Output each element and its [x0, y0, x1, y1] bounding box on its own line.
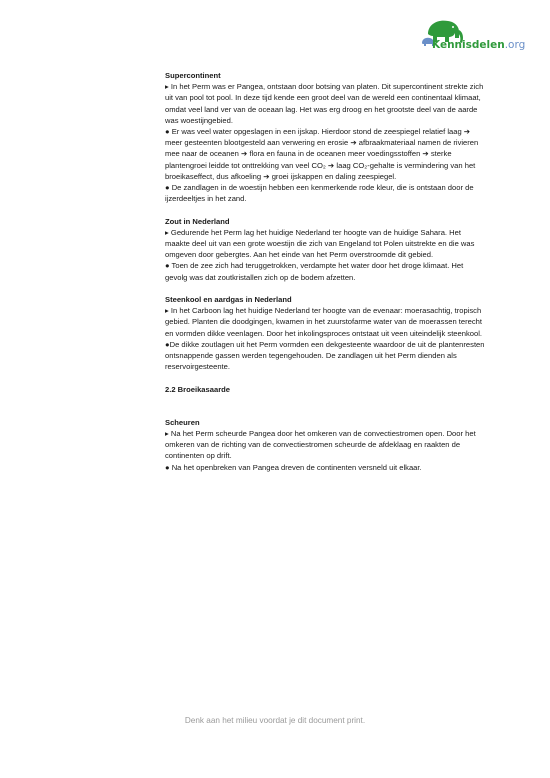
- paragraph: ▸ In het Carboon lag het huidige Nederland ter hoogte van de evenaar: moerasachtig, tropisch gebied. Planten die doodgingen, kwamen in het zuurstofarme water van de moerassen terecht en vormden dikke veenlagen. Door het inkolingsproces ontstaat uit veen uiteindelijk steenkool.: [165, 306, 483, 338]
- paragraph: ● Toen de zee zich had teruggetrokken, verdampte het water door het droge klimaat. Het gevolg was dat zoutkristallen zich op de bodem afzetten.: [165, 261, 464, 282]
- logo-brand-tld: .org: [504, 39, 526, 51]
- section-heading: Zout in Nederland: [165, 216, 230, 226]
- page-footer: Denk aan het milieu voordat je dit document print.: [184, 716, 366, 725]
- paragraph: ● Na het openbreken van Pangea dreven de continenten versneld uit elkaar.: [165, 462, 422, 472]
- paragraph: ▸ In het Perm was er Pangea, ontstaan door botsing van platen. Dit supercontinent strekte zich uit van pool tot pool. In deze tijd kende een groot deel van de wereld een continentaal klimaat, omdat veel land ver van de oceaan lag. Het was erg droog en het grootste deel van de aarde was woestijngebied.: [165, 82, 484, 125]
- section-heading: Steenkool en aardgas in Nederland: [165, 295, 292, 305]
- paragraph: ●De dikke zoutlagen uit het Perm vormden een dekgesteente waardoor de uit de plantenresten ontsnappende gassen werden tegengehouden. De zandlagen uit het Perm dienden als reservoirgesteente.: [165, 339, 485, 372]
- document-body: [165, 70, 487, 473]
- section-heading: Supercontinent: [165, 71, 221, 80]
- paragraph: ▸ Gedurende het Perm lag het huidige Nederland ter hoogte van de huidige Sahara. Het maakte deel uit van een grote woestijn die zich van Engeland tot Polen uitstrekte en die was omgeven door gebergtes. Aan het einde van het Perm overstroomde dit gebied.: [165, 227, 475, 260]
- paragraph: ▸ Na het Perm scheurde Pangea door het omkeren van de convectiestromen open. Door het omkeren van de richting van de convectiestromen scheurde de afdeklaag en raakten de continenten op drift.: [165, 429, 476, 461]
- logo-brand-main: Kennisdelen: [432, 39, 505, 51]
- logo-wordmark: [432, 39, 525, 51]
- section-heading: Scheuren: [165, 417, 200, 427]
- chapter-heading: 2.2 Broeikasaarde: [165, 384, 231, 394]
- paragraph: ● Er was veel water opgeslagen in een ijskap. Hierdoor stond de zeespiegel relatief laag ➔ meer gesteenten blootgesteld aan verwering en erosie ➔ afbraakmateriaal namen de rivieren mee naar de oceanen ➔ flora en fauna in de oceanen meer voedingsstoffen ➔ sterke plantengroei leidde tot onttrekking van veel CO₂ ➔ laag CO₂-gehalte is vermindering van het broeikaseffect, dus afkoeling ➔ groei ijskappen en daling zeespiegel.: [165, 127, 479, 181]
- kennisdelen-logo: [414, 16, 534, 56]
- paragraph: ● De zandlagen in de woestijn hebben een kenmerkende rode kleur, die is ontstaan door de ijzerdeeltjes in het zand.: [165, 183, 474, 204]
